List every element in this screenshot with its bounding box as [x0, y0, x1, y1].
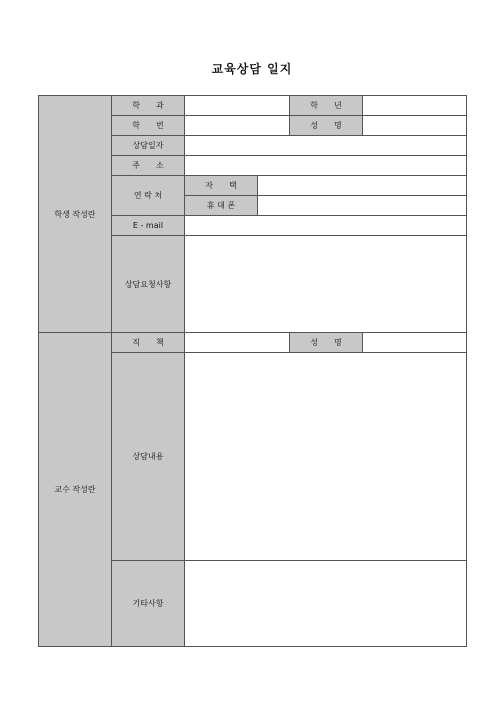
- home-phone-field[interactable]: [258, 176, 467, 196]
- email-field[interactable]: [185, 216, 467, 236]
- email-label: E - mail: [112, 216, 185, 236]
- student-no-label: 학 번: [112, 116, 185, 136]
- mobile-phone-label: 휴 대 폰: [185, 196, 258, 216]
- date-label: 상담일자: [112, 136, 185, 156]
- address-label: 주 소: [112, 156, 185, 176]
- home-phone-label: 자 택: [185, 176, 258, 196]
- student-section-label: 학생 작성란: [39, 96, 112, 333]
- counseling-form: [38, 95, 467, 647]
- year-label: 학 년: [290, 96, 363, 116]
- content-field[interactable]: [185, 353, 467, 561]
- request-field[interactable]: [185, 236, 467, 333]
- mobile-phone-field[interactable]: [258, 196, 467, 216]
- professor-name-field[interactable]: [363, 333, 467, 353]
- dept-field[interactable]: [185, 96, 290, 116]
- student-no-field[interactable]: [185, 116, 290, 136]
- student-name-label: 성 명: [290, 116, 363, 136]
- address-field[interactable]: [185, 156, 467, 176]
- position-label: 직 책: [112, 333, 185, 353]
- student-name-field[interactable]: [363, 116, 467, 136]
- professor-name-label: 성 명: [290, 333, 363, 353]
- page-title: 교육상담 일지: [211, 62, 293, 76]
- professor-section-label: 교수 작성란: [39, 333, 112, 647]
- position-field[interactable]: [185, 333, 290, 353]
- request-label: 상담요청사항: [112, 236, 185, 333]
- year-field[interactable]: [363, 96, 467, 116]
- dept-label: 학 과: [112, 96, 185, 116]
- etc-label: 기타사항: [112, 561, 185, 647]
- content-label: 상담내용: [112, 353, 185, 561]
- date-field[interactable]: [185, 136, 467, 156]
- etc-field[interactable]: [185, 561, 467, 647]
- contact-label: 연 락 처: [112, 176, 185, 216]
